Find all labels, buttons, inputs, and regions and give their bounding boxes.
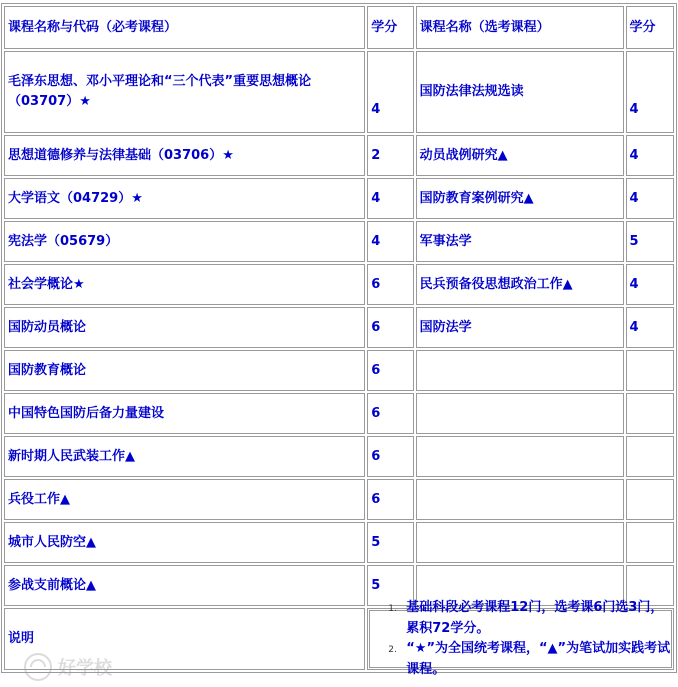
required-course-credit: 6: [367, 350, 413, 391]
table-row: [4, 178, 674, 219]
required-course-name: 宪法学（05679）: [4, 221, 365, 262]
required-course-credit: 4: [367, 51, 413, 133]
required-course-credit: 4: [367, 178, 413, 219]
elective-course-credit: [626, 350, 674, 391]
required-course-name: 国防教育概论: [4, 350, 365, 391]
notes-list: [370, 598, 671, 680]
required-course-name: 国防动员概论: [4, 307, 365, 348]
notes-cell: [367, 600, 674, 677]
note-text: “★”为全国统考课程，“▲”为笔试加实践考试课程。: [406, 641, 671, 677]
required-course-credit: 4: [367, 221, 413, 262]
elective-course-name: 国防法学: [416, 307, 624, 348]
elective-course-name: 动员战例研究▲: [416, 135, 624, 176]
watermark-text: 好学校: [58, 658, 112, 679]
elective-course-credit: [626, 522, 674, 563]
notes-label: 说明: [4, 608, 365, 670]
required-course-name: 中国特色国防后备力量建设: [4, 393, 365, 434]
required-course-credit: 6: [367, 436, 413, 477]
required-course-name: 毛泽东思想、邓小平理论和“三个代表”重要思想概论（03707）★: [4, 51, 365, 133]
elective-course-name: 国防教育案例研究▲: [416, 178, 624, 219]
required-course-name: 大学语文（04729）★: [4, 178, 365, 219]
note-number: 2.: [388, 645, 397, 655]
note-text: 基础科段必考课程12门，选考课6门选3门，累积72学分。: [406, 600, 664, 636]
elective-course-name: [416, 479, 624, 520]
elective-course-credit: [626, 479, 674, 520]
table-row: [4, 307, 674, 348]
required-course-name: 社会学概论★: [4, 264, 365, 305]
required-course-credit: 6: [367, 393, 413, 434]
required-course-credit: 6: [367, 307, 413, 348]
table-row: [4, 350, 674, 391]
table-row: [4, 51, 674, 133]
note-number: 1.: [388, 604, 397, 614]
header-row: [4, 6, 674, 49]
required-course-credit: 5: [367, 522, 413, 563]
required-course-credit: 6: [367, 264, 413, 305]
header-elective-credit: 学分: [626, 6, 674, 49]
notes-row: [4, 608, 674, 670]
elective-course-credit: [626, 393, 674, 434]
required-course-name: 新时期人民武装工作▲: [4, 436, 365, 477]
elective-course-name: [416, 350, 624, 391]
elective-course-name: [416, 393, 624, 434]
required-course-credit: 2: [367, 135, 413, 176]
elective-course-name: 国防法律法规选读: [416, 51, 624, 133]
table-row: [4, 479, 674, 520]
table-row: [4, 522, 674, 563]
required-course-credit: 6: [367, 479, 413, 520]
table-row: [4, 221, 674, 262]
elective-course-credit: 4: [626, 135, 674, 176]
notes-box: [369, 600, 672, 677]
header-required-name: 课程名称与代码（必考课程）: [4, 6, 365, 49]
required-course-name: 思想道德修养与法律基础（03706）★: [4, 135, 365, 176]
elective-course-credit: 4: [626, 178, 674, 219]
note-item: [388, 639, 671, 680]
elective-course-name: 军事法学: [416, 221, 624, 262]
elective-course-name: 民兵预备役思想政治工作▲: [416, 264, 624, 305]
table-row: [4, 393, 674, 434]
table-row: [4, 436, 674, 477]
note-item: [388, 598, 671, 639]
required-course-credit: 5: [367, 565, 413, 606]
elective-course-credit: [626, 436, 674, 477]
course-table: [1, 3, 677, 677]
elective-course-credit: 4: [626, 51, 674, 133]
header-elective-name: 课程名称（选考课程）: [416, 6, 624, 49]
elective-course-credit: 4: [626, 264, 674, 305]
table-row: [4, 135, 674, 176]
elective-course-credit: 5: [626, 221, 674, 262]
required-course-name: 兵役工作▲: [4, 479, 365, 520]
elective-course-name: [416, 522, 624, 563]
elective-course-name: [416, 436, 624, 477]
required-course-name: 城市人民防空▲: [4, 522, 365, 563]
header-required-credit: 学分: [367, 6, 413, 49]
required-course-name: 参战支前概论▲: [4, 565, 365, 606]
elective-course-credit: 4: [626, 307, 674, 348]
table-row: [4, 264, 674, 305]
